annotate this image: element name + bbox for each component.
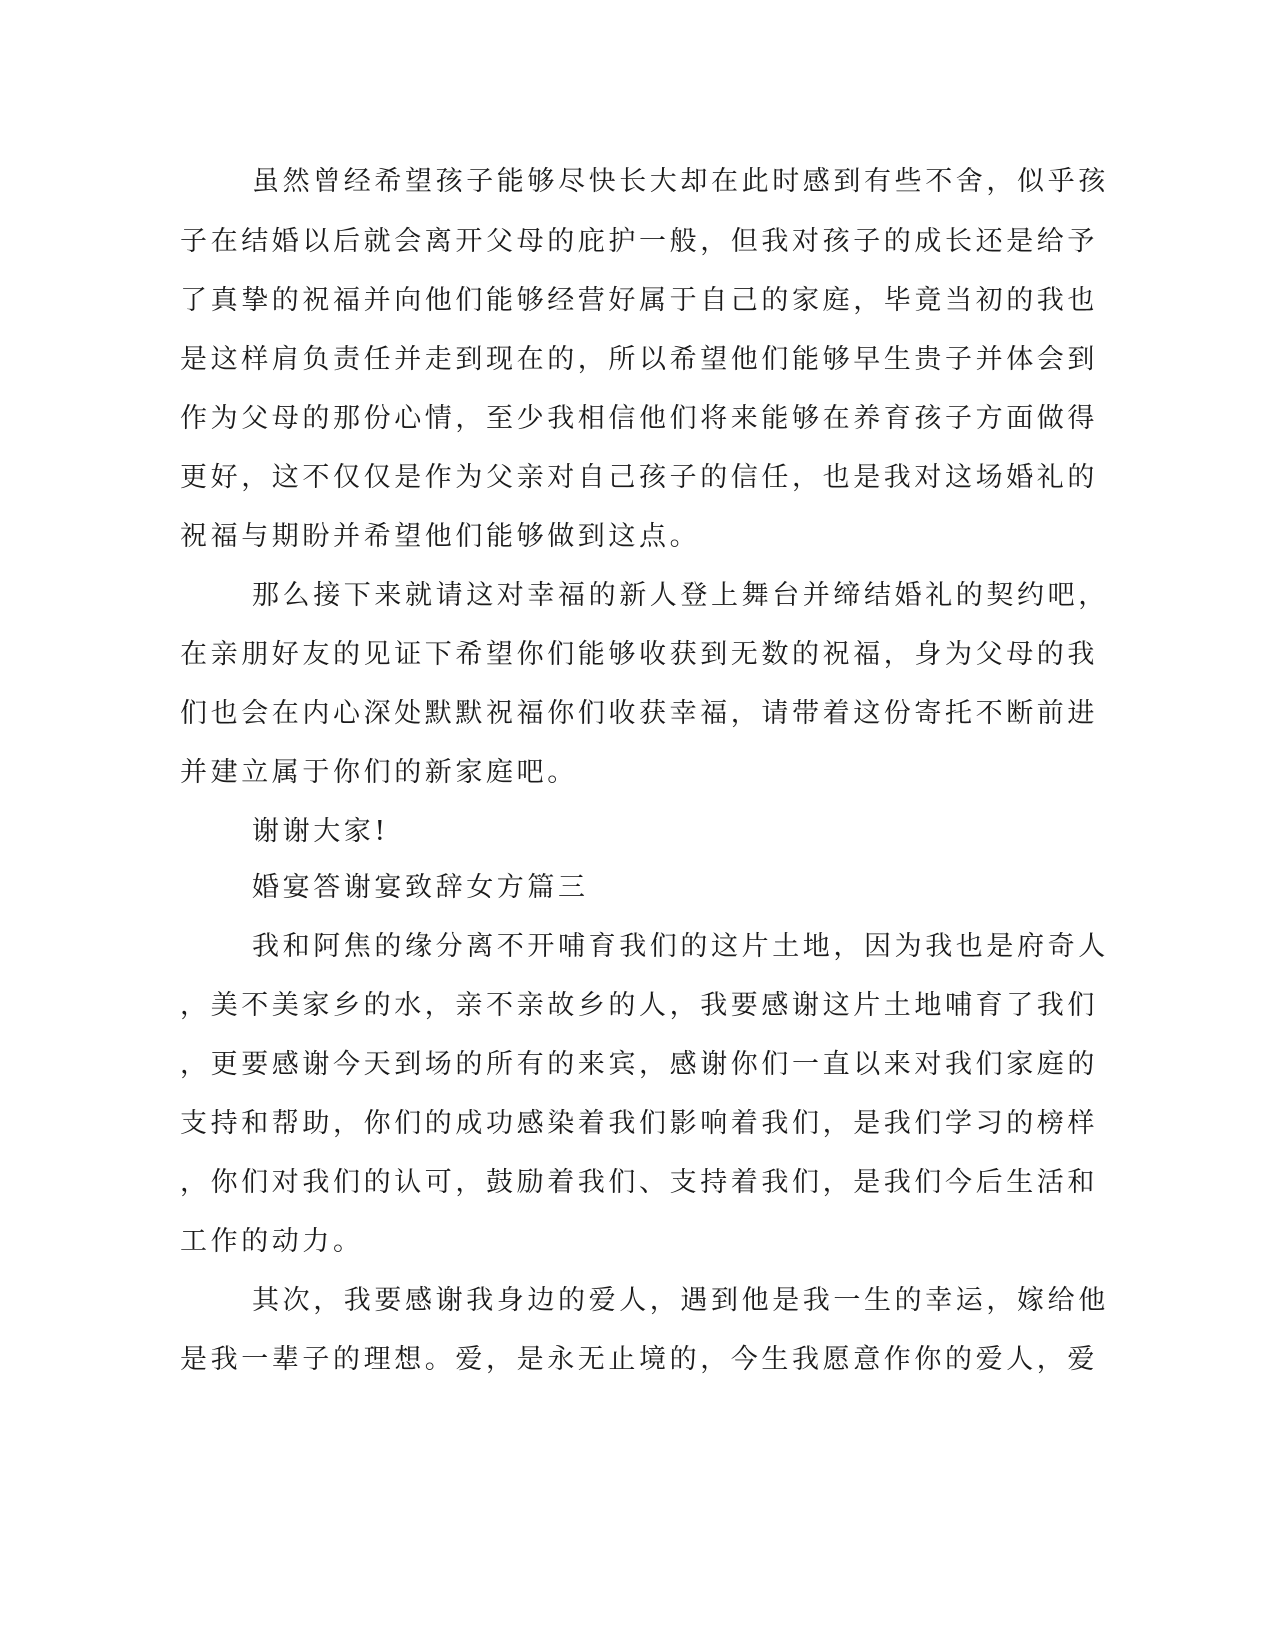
text-line: 虽然曾经希望孩子能够尽快长大却在此时感到有些不舍，似乎孩 (252, 166, 1109, 197)
text-line: ，你们对我们的认可，鼓励着我们、支持着我们，是我们今后生活和 (180, 1167, 1098, 1198)
text-line: 更好，这不仅仅是作为父亲对自己孩子的信任，也是我对这场婚礼的 (180, 462, 1098, 493)
text-line: 是我一辈子的理想。爱，是永无止境的，今生我愿意作你的爱人，爱 (180, 1344, 1098, 1375)
text-line: 工作的动力。 (180, 1226, 364, 1257)
text-line: 了真挚的祝福并向他们能够经营好属于自己的家庭，毕竟当初的我也 (180, 285, 1098, 316)
text-line: 作为父母的那份心情，至少我相信他们将来能够在养育孩子方面做得 (180, 403, 1098, 434)
text-line: 那么接下来就请这对幸福的新人登上舞台并缔结婚礼的契约吧， (252, 580, 1109, 611)
text-line: 祝福与期盼并希望他们能够做到这点。 (180, 521, 701, 552)
text-line: 我和阿焦的缘分离不开哺育我们的这片土地，因为我也是府奇人 (252, 931, 1109, 962)
text-line: 并建立属于你们的新家庭吧。 (180, 757, 578, 788)
text-line: 谢谢大家! (252, 816, 389, 847)
text-line: 子在结婚以后就会离开父母的庇护一般，但我对孩子的成长还是给予 (180, 226, 1098, 257)
text-line: 其次，我要感谢我身边的爱人，遇到他是我一生的幸运，嫁给他 (252, 1285, 1109, 1316)
text-line: 是这样肩负责任并走到现在的，所以希望他们能够早生贵子并体会到 (180, 344, 1098, 375)
text-line: ，更要感谢今天到场的所有的来宾，感谢你们一直以来对我们家庭的 (180, 1049, 1098, 1080)
text-line: 们也会在内心深处默默祝福你们收获幸福，请带着这份寄托不断前进 (180, 698, 1098, 729)
text-line: 支持和帮助，你们的成功感染着我们影响着我们，是我们学习的榜样 (180, 1108, 1098, 1139)
section-heading: 婚宴答谢宴致辞女方篇三 (252, 872, 589, 903)
text-line: ，美不美家乡的水，亲不亲故乡的人，我要感谢这片土地哺育了我们 (180, 990, 1098, 1021)
text-line: 在亲朋好友的见证下希望你们能够收获到无数的祝福，身为父母的我 (180, 639, 1098, 670)
